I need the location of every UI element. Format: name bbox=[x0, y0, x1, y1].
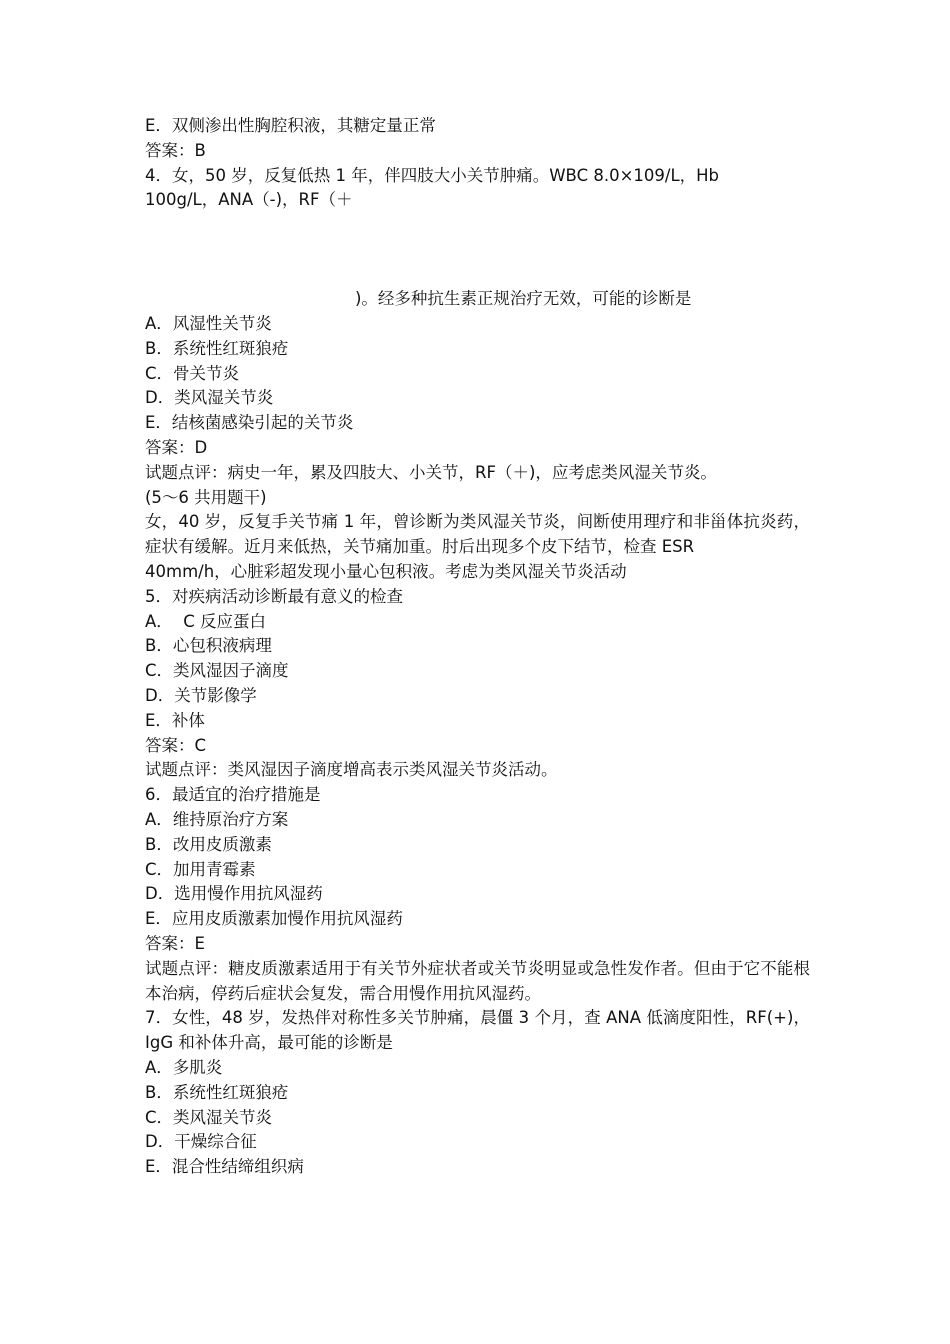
q4-option-d: D．类风湿关节炎 bbox=[145, 388, 274, 408]
q6-question: 6．最适宜的治疗措施是 bbox=[145, 785, 321, 805]
q5-option-d: D．关节影像学 bbox=[145, 685, 257, 705]
q4-option-a: A．风湿性关节炎 bbox=[145, 314, 272, 333]
q7-question: 7．女性，48 岁，发热伴对称性多关节肿痛，晨僵 3 个月，查 ANA 低滴度阳性，RF(+)，IgG 和补体升高，最可能的诊断是 bbox=[145, 1008, 810, 1053]
q5-comment: 试题点评：类风湿因子滴度增高表示类风湿关节炎活动。 bbox=[145, 760, 558, 780]
q6-option-b: B．改用皮质激素 bbox=[145, 834, 272, 854]
q5-option-e: E．补体 bbox=[145, 710, 205, 730]
q5-option-b: B．心包积液病理 bbox=[145, 636, 272, 656]
q4-question-line-1: 4．女，50 岁，反复低热 1 年，伴四肢大小关节肿痛。WBC 8.0×109/L，Hb bbox=[145, 165, 720, 185]
q6-answer: 答案：E bbox=[145, 933, 205, 953]
q6-option-e: E．应用皮质激素加慢作用抗风湿药 bbox=[145, 909, 403, 929]
q6-option-a: A．维持原治疗方案 bbox=[145, 809, 289, 829]
q4-question-line-2: 100g/L，ANA（-)，RF（＋ bbox=[145, 190, 353, 210]
shared-stem-header: (5～6 共用题干) bbox=[145, 487, 267, 507]
q6-option-d: D．选用慢作用抗风湿药 bbox=[145, 884, 323, 904]
q5-option-a: A． C 反应蛋白 bbox=[145, 611, 267, 631]
q7-option-d: D．干燥综合征 bbox=[145, 1132, 257, 1152]
q4-option-b: B．系统性红斑狼疮 bbox=[145, 338, 289, 358]
q7-option-a: A．多肌炎 bbox=[145, 1057, 223, 1077]
top-section bbox=[145, 114, 810, 213]
q7-option-b: B．系统性红斑狼疮 bbox=[145, 1082, 289, 1102]
q5-answer: 答案：C bbox=[145, 735, 207, 755]
shared-stem-paragraph-1: 女，40 岁，反复手关节痛 1 年，曾诊断为类风湿关节炎，间断使用理疗和非甾体抗炎药，症状有缓解。近月来低热，关节痛加重。肘后出现多个皮下结节，检查 ESR bbox=[145, 512, 810, 557]
q7-option-c: C．类风湿关节炎 bbox=[145, 1107, 273, 1127]
q6-option-c: C．加用青霉素 bbox=[145, 859, 256, 879]
q4-option-c: C．骨关节炎 bbox=[145, 363, 240, 383]
q6-comment: 试题点评：糖皮质激素适用于有关节外症状者或关节炎明显或急性发作者。但由于它不能根本治病，停药后症状会复发，需合用慢作用抗风湿药。 bbox=[145, 958, 810, 1003]
q7-option-e: E．混合性结缔组织病 bbox=[145, 1157, 304, 1177]
q5-question: 5．对疾病活动诊断最有意义的检查 bbox=[145, 586, 403, 606]
q3-option-e: E．双侧渗出性胸腔积液，其糖定量正常 bbox=[145, 116, 436, 135]
q4-answer: 答案：D bbox=[145, 437, 208, 457]
q4-question-continuation: )。经多种抗生素正规治疗无效，可能的诊断是 bbox=[355, 289, 692, 308]
shared-stem-paragraph-2: 40mm/h，心脏彩超发现小量心包积液。考虑为类风湿关节炎活动 bbox=[145, 561, 627, 581]
q3-answer: 答案：B bbox=[145, 140, 206, 160]
q4-comment: 试题点评：病史一年，累及四肢大、小关节，RF（＋)，应考虑类风湿关节炎。 bbox=[145, 462, 717, 482]
q4-option-e: E．结核菌感染引起的关节炎 bbox=[145, 413, 354, 433]
q5-option-c: C．类风湿因子滴度 bbox=[145, 661, 289, 681]
main-section bbox=[145, 312, 810, 1180]
